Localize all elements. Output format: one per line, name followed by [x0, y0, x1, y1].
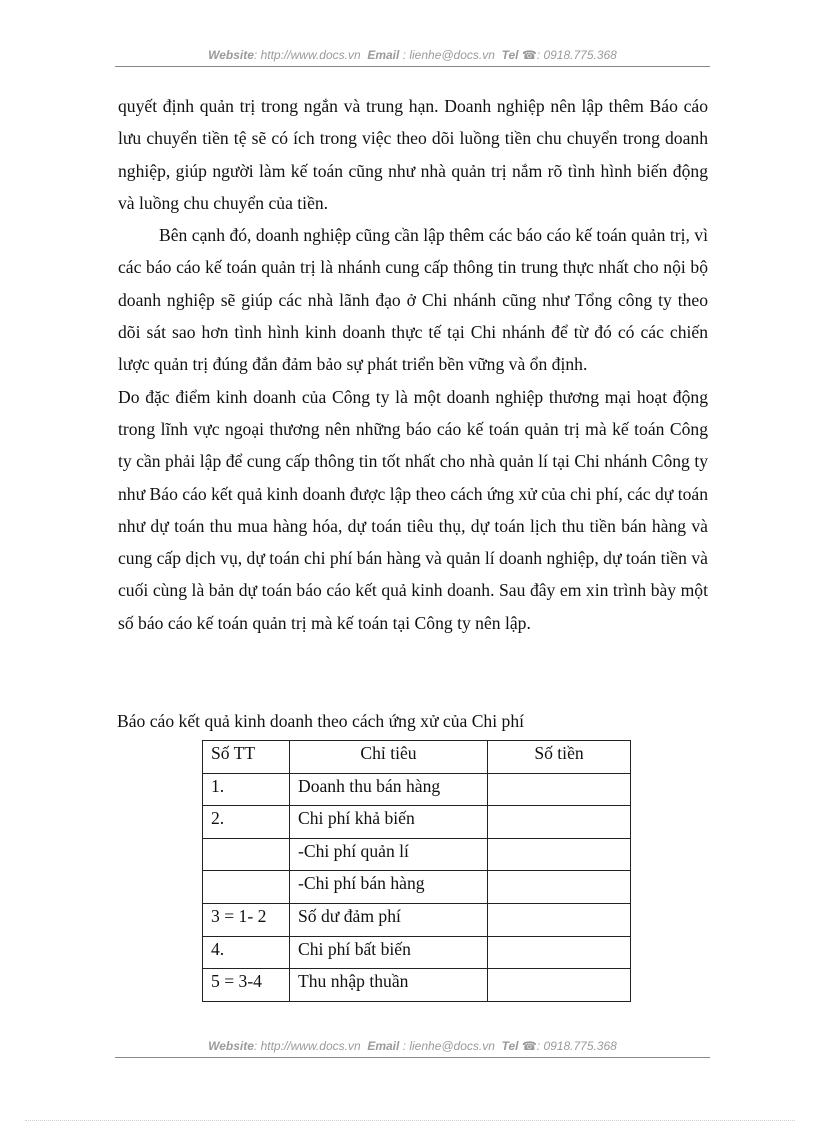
header-item: Chỉ tiêu	[290, 741, 488, 774]
email-value: : lienhe@docs.vn	[402, 1039, 495, 1053]
page-header	[115, 48, 710, 62]
row-item: -Chi phí bán hàng	[290, 871, 488, 904]
row-item: Chi phí bất biến	[290, 936, 488, 969]
phone-icon: ☎	[521, 1039, 537, 1053]
email-label: Email	[367, 1039, 400, 1053]
table-row	[203, 936, 631, 969]
table-row	[203, 838, 631, 871]
website-label: Website	[208, 1039, 254, 1053]
row-stt: 3 = 1- 2	[203, 903, 290, 936]
row-item: -Chi phí quản lí	[290, 838, 488, 871]
header-amount: Số tiền	[488, 741, 631, 774]
table-row	[203, 969, 631, 1002]
tel-value: : 0918.775.368	[536, 48, 617, 62]
tel-label: Tel	[501, 1039, 519, 1053]
website-value: : http://www.docs.vn	[253, 1039, 361, 1053]
paragraph-1: quyết định quản trị trong ngắn và trung hạn. Doanh nghiệp nên lập thêm Báo cáo lưu chuyển tiền tệ sẽ có ích trong việc theo dõi luồng tiền chu chuyển trong doanh nghiệp, giúp người làm kế toán cũng như nhà quản trị nắm rõ tình hình biến động và luồng chu chuyển của tiền.	[118, 96, 708, 213]
row-amount	[488, 773, 631, 806]
tel-value: : 0918.775.368	[536, 1039, 617, 1053]
income-statement-table	[202, 740, 631, 1002]
row-amount	[488, 806, 631, 839]
row-stt: 5 = 3-4	[203, 969, 290, 1002]
table-caption: Báo cáo kết quả kinh doanh theo cách ứng xử của Chi phí	[117, 711, 525, 731]
header-rule	[115, 66, 710, 67]
row-amount	[488, 838, 631, 871]
table-row	[203, 806, 631, 839]
row-stt: 2.	[203, 806, 290, 839]
table-row	[203, 903, 631, 936]
page-bottom-divider	[25, 1120, 795, 1121]
page-footer	[115, 1039, 710, 1053]
row-stt	[203, 838, 290, 871]
footer-rule	[115, 1057, 710, 1058]
row-item: Chi phí khả biến	[290, 806, 488, 839]
row-amount	[488, 903, 631, 936]
paragraph-3: Do đặc điểm kinh doanh của Công ty là một doanh nghiệp thương mại hoạt động trong lĩnh vực ngoại thương nên những báo cáo kế toán quản trị mà kế toán Công ty cần phải lập để cung cấp thông tin tốt nhất cho nhà quản lí tại Chi nhánh Công ty như Báo cáo kết quả kinh doanh được lập theo cách ứng xử của chi phí, các dự toán như dự toán thu mua hàng hóa, dự toán tiêu thụ, dự toán lịch thu tiền bán hàng và cung cấp dịch vụ, dự toán chi phí bán hàng và quản lí doanh nghiệp, dự toán tiền và cuối cùng là bản dự toán báo cáo kết quả kinh doanh. Sau đây em xin trình bày một số báo cáo kế toán quản trị mà kế toán tại Công ty nên lập.	[118, 386, 708, 633]
row-item: Thu nhập thuần	[290, 969, 488, 1002]
row-stt: 4.	[203, 936, 290, 969]
phone-icon: ☎	[521, 48, 537, 62]
row-stt: 1.	[203, 773, 290, 806]
email-label: Email	[367, 48, 400, 62]
row-amount	[488, 871, 631, 904]
tel-label: Tel	[501, 48, 519, 62]
website-label: Website	[208, 48, 254, 62]
table-row	[203, 871, 631, 904]
row-item: Doanh thu bán hàng	[290, 773, 488, 806]
website-value: : http://www.docs.vn	[253, 48, 361, 62]
row-amount	[488, 936, 631, 969]
document-body	[118, 90, 708, 639]
row-stt	[203, 871, 290, 904]
table-row	[203, 773, 631, 806]
email-value: : lienhe@docs.vn	[402, 48, 495, 62]
row-item: Số dư đảm phí	[290, 903, 488, 936]
row-amount	[488, 969, 631, 1002]
paragraph-2: Bên cạnh đó, doanh nghiệp cũng cần lập thêm các báo cáo kế toán quản trị, vì các báo cáo kế toán quản trị là nhánh cung cấp thông tin trung thực nhất cho nội bộ doanh nghiệp sẽ giúp các nhà lãnh đạo ở Chi nhánh cũng như Tổng công ty theo dõi sát sao hơn tình hình kinh doanh thực tế tại Chi nhánh để từ đó có các chiến lược quản trị đúng đắn đảm bảo sự phát triển bền vững và ổn định.	[118, 225, 708, 375]
table-header-row	[203, 741, 631, 774]
header-stt: Số TT	[203, 741, 290, 774]
